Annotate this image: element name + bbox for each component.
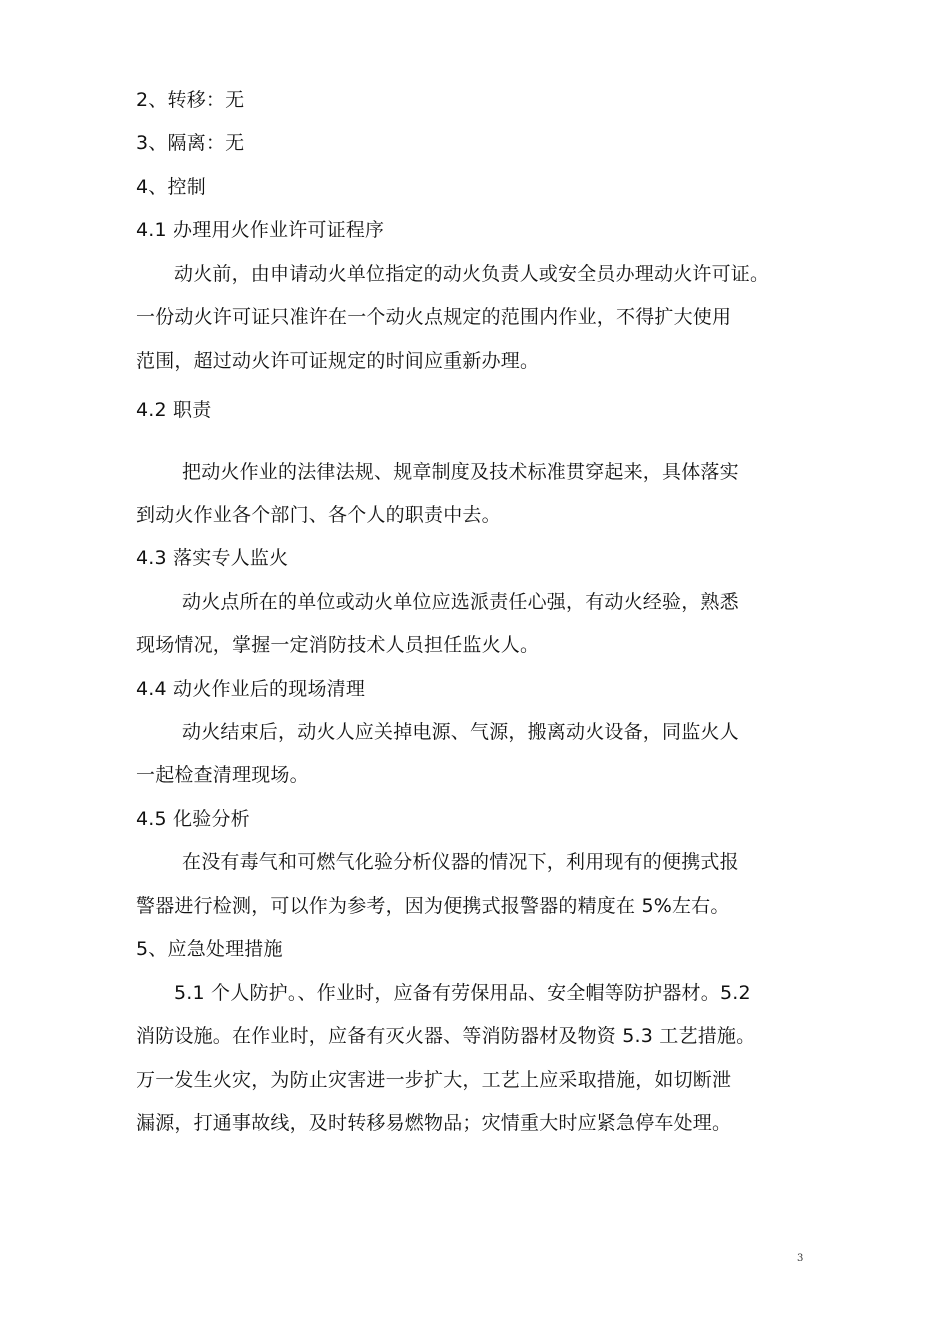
- section-4-4-heading: 4.4 动火作业后的现场清理: [136, 678, 366, 700]
- section-4-2-heading: 4.2 职责: [136, 399, 212, 421]
- section-4-5-paragraph-line-2: 警器进行检测，可以作为参考，因为便携式报警器的精度在 5%左右。: [136, 895, 730, 917]
- section-4-5-heading: 4.5 化验分析: [136, 808, 250, 830]
- section-4-2-paragraph-line-1: 把动火作业的法律法规、规章制度及技术标准贯穿起来，具体落实: [182, 461, 739, 483]
- item-5-emergency-heading: 5、应急处理措施: [136, 938, 283, 960]
- section-4-1-paragraph-line-1: 动火前，由申请动火单位指定的动火负责人或安全员办理动火许可证。: [174, 263, 770, 285]
- section-4-3-paragraph-line-2: 现场情况，掌握一定消防技术人员担任监火人。: [136, 634, 540, 656]
- item-4-control-heading: 4、控制: [136, 176, 206, 198]
- section-5-paragraph-line-2: 消防设施。在作业时，应备有灭火器、等消防器材及物资 5.3 工艺措施。: [136, 1025, 756, 1047]
- item-3-isolation: 3、隔离：无: [136, 132, 245, 154]
- section-4-1-paragraph-line-3: 范围，超过动火许可证规定的时间应重新办理。: [136, 350, 540, 372]
- section-4-4-paragraph-line-2: 一起检查清理现场。: [136, 764, 309, 786]
- section-4-3-heading: 4.3 落实专人监火: [136, 547, 289, 569]
- section-4-5-paragraph-line-1: 在没有毒气和可燃气化验分析仪器的情况下，利用现有的便携式报: [182, 851, 739, 873]
- section-5-paragraph-line-3: 万一发生火灾，为防止灾害进一步扩大，工艺上应采取措施，如切断泄: [136, 1069, 732, 1091]
- section-4-2-paragraph-line-2: 到动火作业各个部门、各个人的职责中去。: [136, 504, 501, 526]
- page-number: 3: [797, 1253, 804, 1264]
- section-4-1-paragraph-line-2: 一份动火许可证只准许在一个动火点规定的范围内作业，不得扩大使用: [136, 306, 732, 328]
- item-2-transfer: 2、转移：无: [136, 89, 245, 111]
- section-5-paragraph-line-4: 漏源，打通事故线，及时转移易燃物品；灾情重大时应紧急停车处理。: [136, 1112, 732, 1134]
- section-4-4-paragraph-line-1: 动火结束后，动火人应关掉电源、气源，搬离动火设备，同监火人: [182, 721, 739, 743]
- section-4-3-paragraph-line-1: 动火点所在的单位或动火单位应选派责任心强，有动火经验，熟悉: [182, 591, 739, 613]
- section-5-paragraph-line-1: 5.1 个人防护。、作业时，应备有劳保用品、安全帽等防护器材。5.2: [174, 982, 751, 1004]
- section-4-1-heading: 4.1 办理用火作业许可证程序: [136, 219, 385, 241]
